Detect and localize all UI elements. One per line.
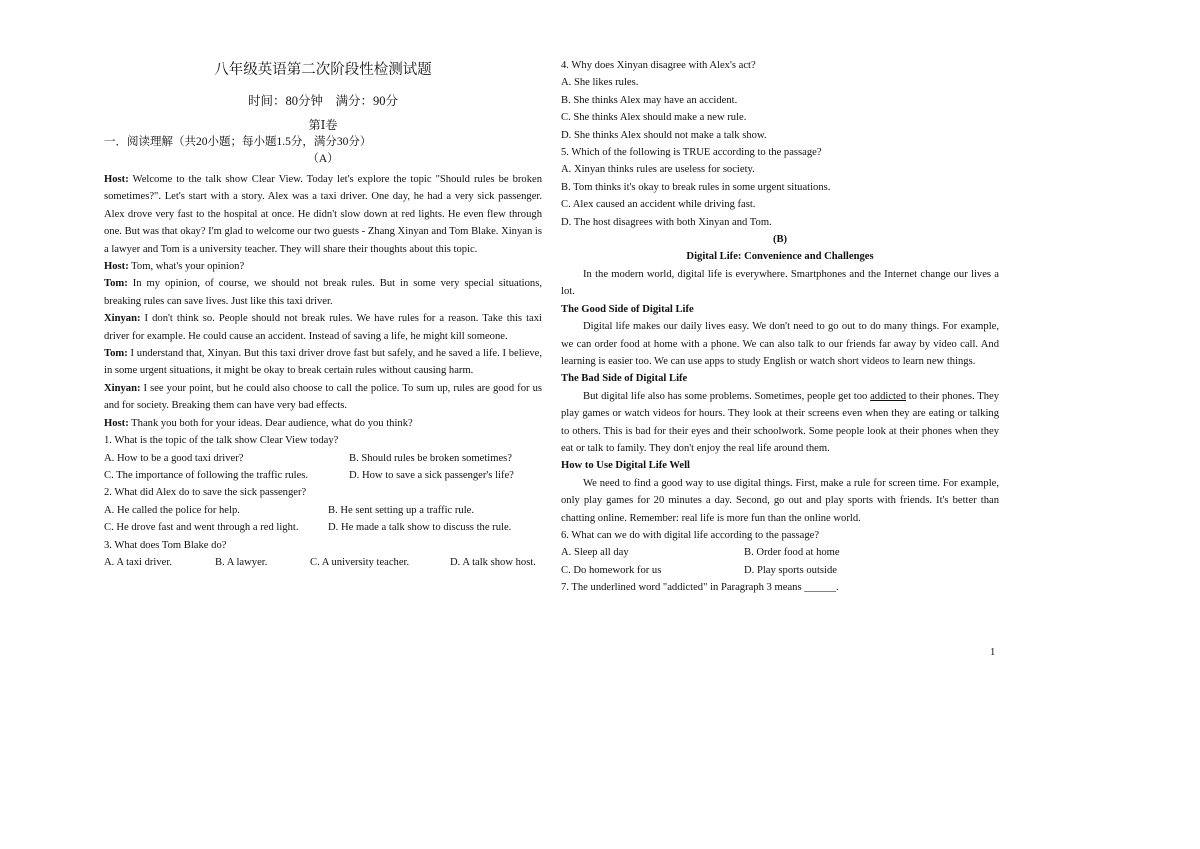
body-text: But digital life also has some problems. Sometimes, people get too — [583, 390, 871, 402]
question-stem: 3. What does Tom Blake do? — [104, 539, 227, 551]
speaker: Xinyan: — [104, 382, 141, 394]
right-column — [561, 57, 999, 597]
speaker: Tom: — [104, 348, 128, 360]
option-b[interactable]: B. Should rules be broken sometimes? — [349, 452, 513, 464]
dialogue-line — [104, 345, 542, 380]
question-options — [104, 450, 542, 467]
question-stem: 5. Which of the following is TRUE according to the passage? — [561, 147, 822, 159]
exam-time-info: 时间：80分钟 满分：90分 — [247, 94, 398, 108]
exam-title: 八年级英语第二次阶段性检测试题 — [214, 62, 432, 78]
dialogue-line — [104, 380, 542, 415]
dialogue-text: In my opinion, of course, we should not break rules. But in some very special situations, breaking rules can save lives. Just like this taxi driver. — [104, 278, 542, 307]
option-c[interactable]: C. The importance of following the traffic rules. — [104, 469, 309, 481]
option-c[interactable]: C. Do homework for us — [561, 564, 662, 576]
passage-b-intro: In the modern world, digital life is everywhere. Smartphones and the Internet change our lives a lot. — [561, 268, 999, 298]
question-stem: 7. The underlined word "addicted" in Paragraph 3 means ______. — [561, 582, 839, 594]
exam-part-label: 第Ⅰ卷 — [308, 118, 338, 132]
question-options — [104, 519, 542, 536]
passage-b-label: (B) — [772, 234, 788, 246]
question-options — [104, 554, 542, 571]
option-a[interactable]: A. He called the police for help. — [104, 504, 240, 516]
dialogue-line — [104, 171, 542, 258]
option-b[interactable]: B. He sent setting up a traffic rule. — [328, 504, 475, 516]
passage-a-label: （A） — [307, 153, 339, 165]
question-options — [104, 467, 542, 484]
section-body: Digital life makes our daily lives easy. We don't need to go out to do many things. For example, we can order food at home with a phone. We can also talk to our friends far away by video call. And learning is easier too. We can use apps to study English or watch short videos to learn new things. — [561, 321, 999, 367]
dialogue-text: I don't think so. People should not break rules. We have rules for a reason. Take this taxi driver for example. He could cause an accident. Instead of saving a life, he might kill someone. — [104, 313, 542, 342]
dialogue-line — [104, 258, 542, 275]
option-d[interactable]: D. He made a talk show to discuss the rule. — [328, 522, 512, 534]
option-a[interactable]: A. She likes rules. — [561, 77, 639, 89]
speaker: Host: — [104, 417, 129, 429]
option-a[interactable]: A. How to be a good taxi driver? — [104, 452, 244, 464]
option-b[interactable]: B. She thinks Alex may have an accident. — [561, 94, 738, 106]
section-heading: The Bad Side of Digital Life — [561, 373, 688, 385]
dialogue-text: I see your point, but he could also choose to call the police. To sum up, rules are good for us and for society. Breaking them can have very bad effects. — [104, 382, 542, 412]
dialogue-text: Thank you both for your ideas. Dear audience, what do you think? — [128, 417, 413, 429]
option-a[interactable]: A. Sleep all day — [561, 547, 629, 559]
option-d[interactable]: D. Play sports outside — [744, 564, 837, 576]
section-heading: How to Use Digital Life Well — [561, 460, 690, 472]
dialogue-line — [104, 310, 542, 345]
option-b[interactable]: B. A lawyer. — [215, 556, 268, 568]
option-b[interactable]: B. Tom thinks it's okay to break rules in some urgent situations. — [561, 181, 831, 193]
speaker: Host: — [104, 174, 129, 185]
option-c[interactable]: C. A university teacher. — [310, 556, 410, 568]
option-b[interactable]: B. Order food at home — [744, 547, 840, 559]
passage-b-title: Digital Life: Convenience and Challenges — [686, 251, 874, 263]
question-stem: 6. What can we do with digital life according to the passage? — [561, 529, 820, 541]
option-d[interactable]: D. The host disagrees with both Xinyan and Tom. — [561, 216, 772, 228]
question-stem: 1. What is the topic of the talk show Clear View today? — [104, 435, 339, 447]
option-d[interactable]: D. How to save a sick passenger's life? — [349, 469, 514, 481]
option-a[interactable]: A. A taxi driver. — [104, 556, 172, 568]
option-d[interactable]: D. She thinks Alex should not make a talk show. — [561, 129, 767, 141]
speaker: Tom: — [104, 278, 128, 290]
dialogue-line — [104, 415, 542, 432]
question-options — [104, 502, 542, 519]
passage-a-dialogue — [104, 171, 542, 571]
option-d[interactable]: D. A talk show host. — [450, 556, 536, 568]
section-title: 一．阅读理解（共20小题；每小题1.5分，满分30分） — [104, 136, 372, 148]
question-stem: 4. Why does Xinyan disagree with Alex's act? — [561, 60, 756, 71]
speaker: Host: — [104, 261, 129, 273]
option-a[interactable]: A. Xinyan thinks rules are useless for society. — [561, 164, 755, 176]
section-body: We need to find a good way to use digital things. First, make a rule for screen time. For example, only play games for 20 minutes a day. Second, go out and play sports with friends. It's better than chatting online. Remember: real life is more fun than the online world. — [561, 477, 999, 524]
question-stem: 2. What did Alex do to save the sick passenger? — [104, 487, 307, 499]
section-heading: The Good Side of Digital Life — [561, 303, 694, 315]
option-c[interactable]: C. She thinks Alex should make a new rule. — [561, 112, 747, 124]
question-options — [561, 562, 999, 579]
dialogue-line — [104, 275, 542, 310]
section-body — [561, 388, 999, 458]
option-c[interactable]: C. He drove fast and went through a red light. — [104, 522, 299, 534]
speaker: Xinyan: — [104, 313, 141, 325]
dialogue-text: Tom, what's your opinion? — [128, 261, 245, 273]
dialogue-text: I understand that, Xinyan. But this taxi driver drove fast but safely, and he saved a life. I believe, in some urgent situations, it might be okay to break certain rules without causing harm. — [104, 348, 542, 377]
underlined-word: addicted — [870, 390, 906, 402]
dialogue-text: Welcome to the talk show Clear View. Today let's explore the topic "Should rules be broken sometimes?". Let's start with a story. Alex was a taxi driver. One day, he had a very sick passenger. Alex drove very fast to the hospital at once. He didn't slow down at red lights. He even flew through one. But was that okay? I'm glad to welcome our two guests - Zhang Xinyan and Tom Blake. Xinyan is a lawyer and Tom is a university teacher. They will share their thoughts about this topic. — [104, 174, 542, 255]
body-text: to their phones. They play games or watch videos for hours. They look at their screens even when they are eating or talking to others. This is bad for their eyes and their schoolwork. Some people look at their phones when they eat or talk to family. They don't enjoy the real life around them. — [561, 390, 999, 454]
option-c[interactable]: C. Alex caused an accident while driving fast. — [561, 199, 756, 211]
question-options — [561, 544, 999, 561]
page-number: 1 — [990, 647, 996, 658]
